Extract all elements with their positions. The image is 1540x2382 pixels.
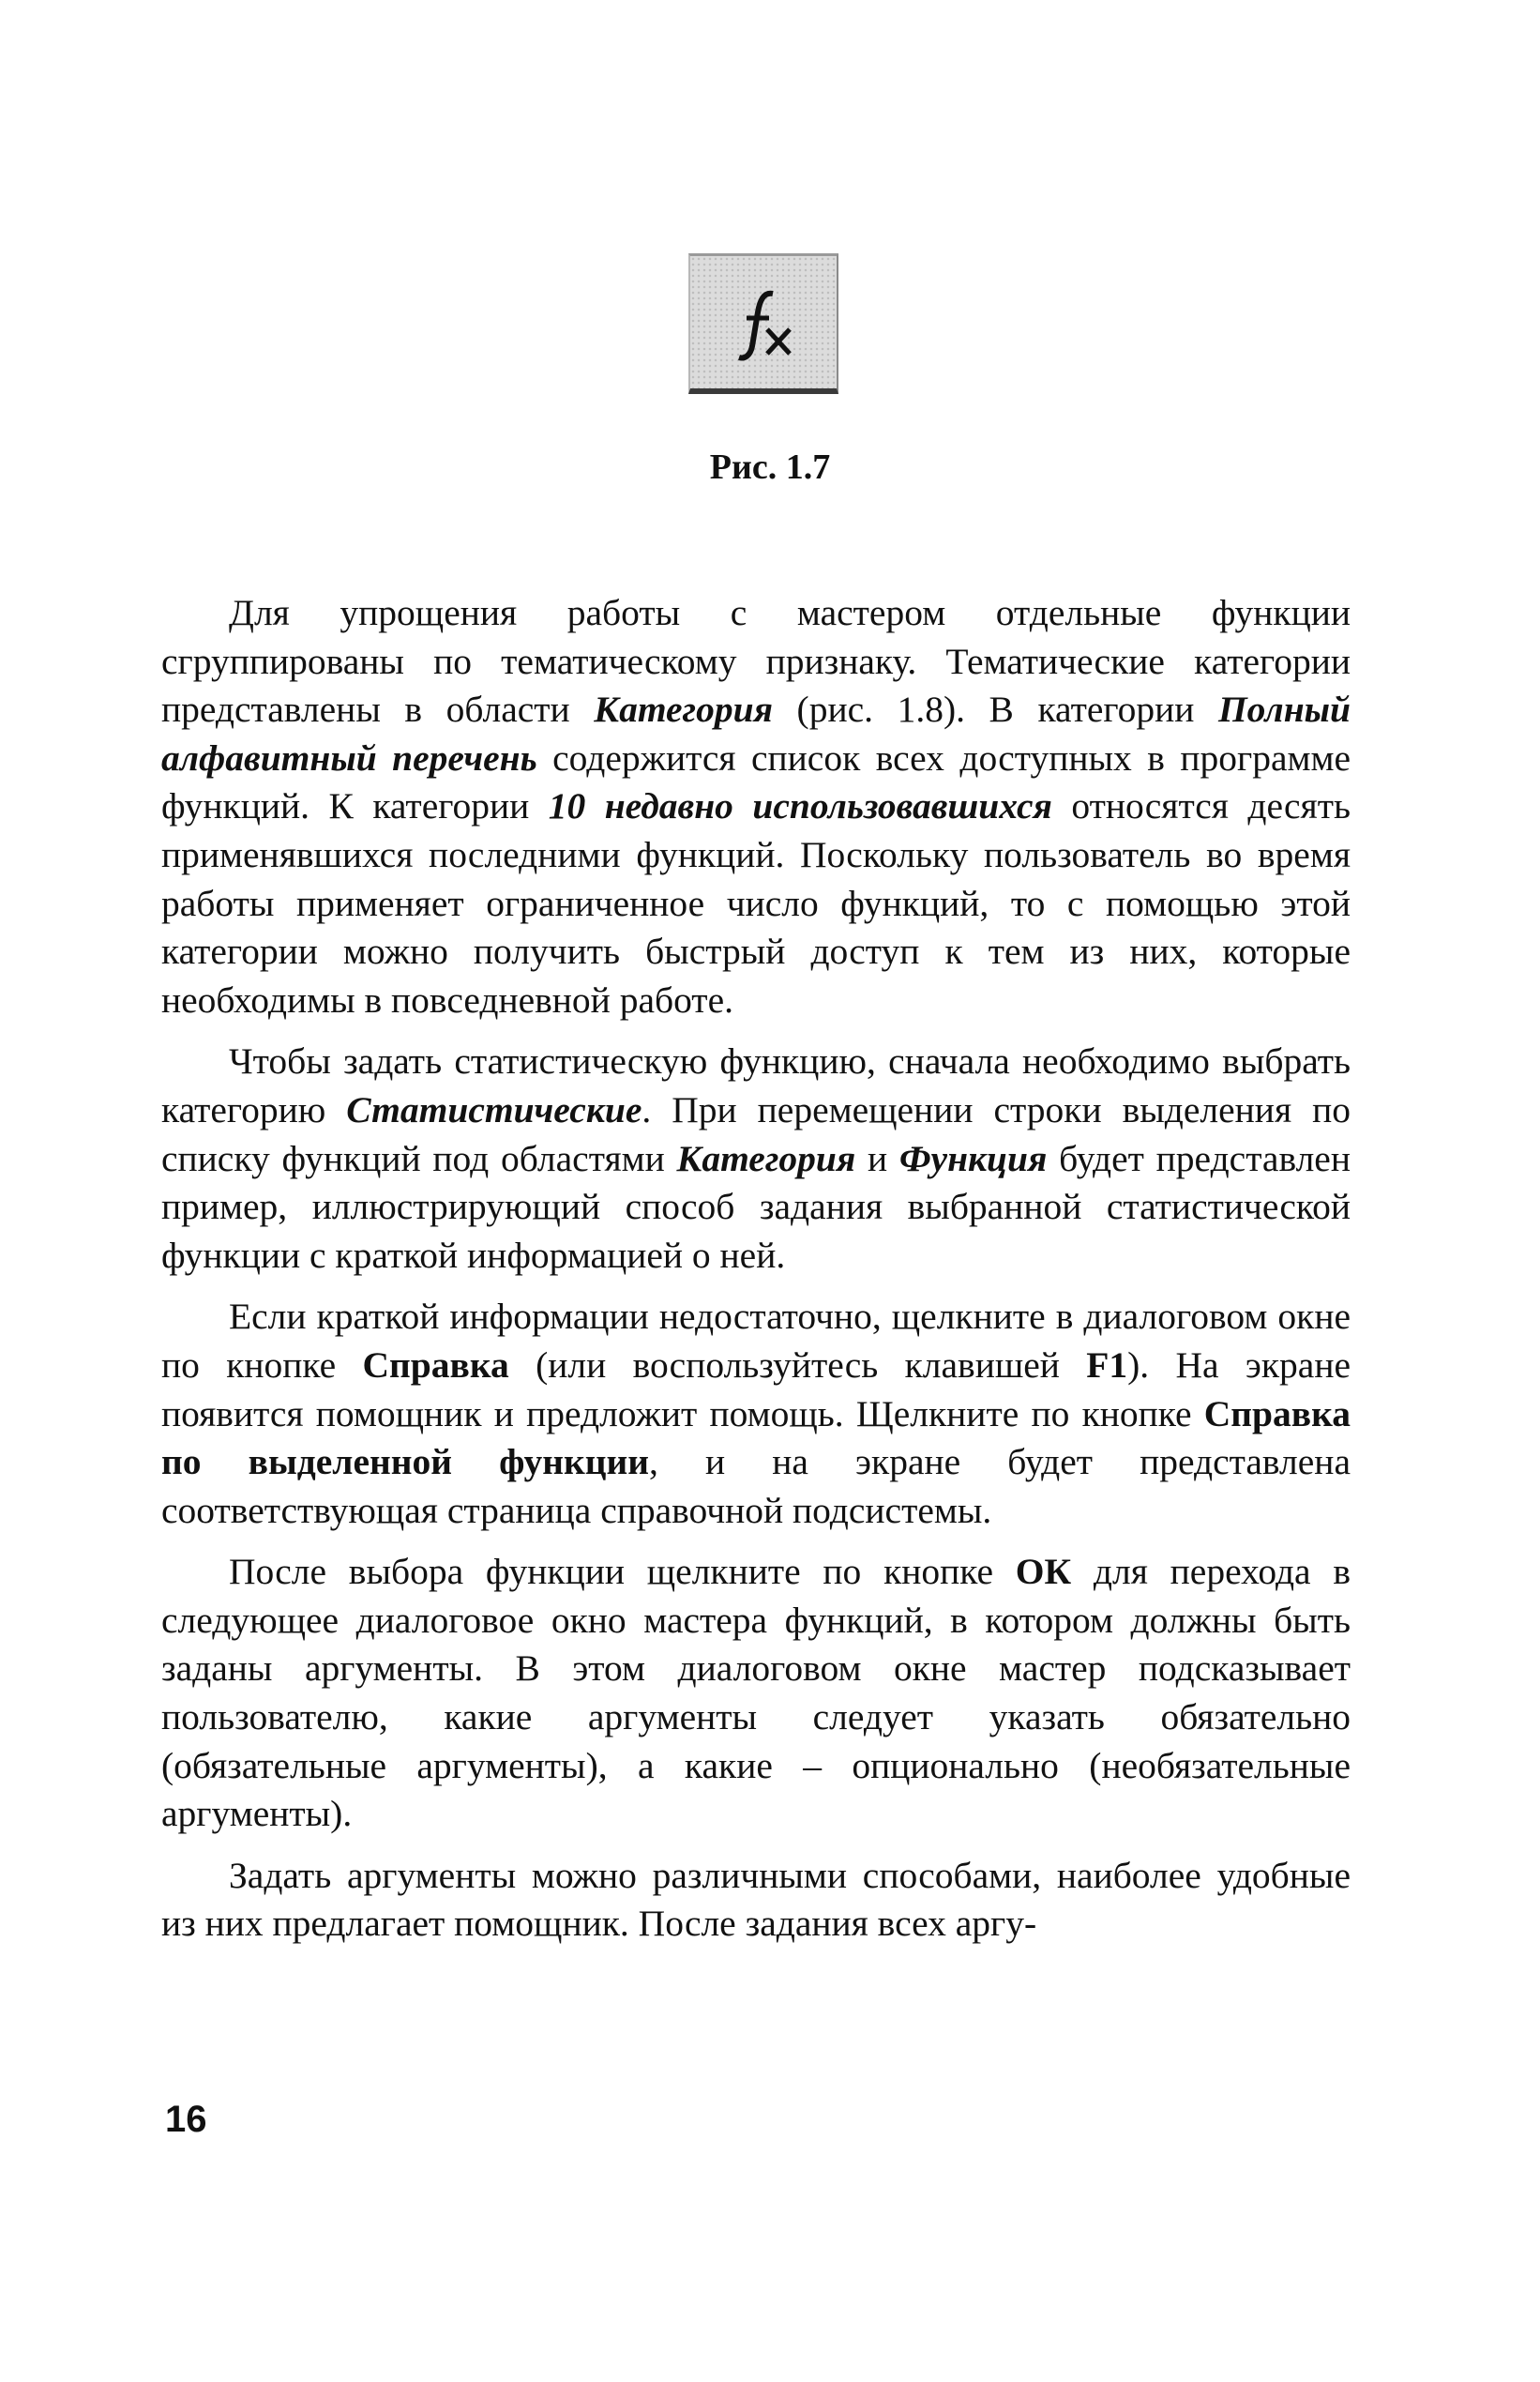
page-number: 16	[165, 2099, 207, 2140]
paragraph	[161, 589, 1351, 1024]
text-run: будет представлен пример, иллюстрирующий способ задания выбранной статистической функции с краткой информацией о ней.	[161, 1137, 1351, 1276]
fx-icon	[735, 288, 795, 363]
emphasized-term: F1	[1086, 1343, 1128, 1386]
text-run: После выбора функции щелкните по кнопке	[229, 1551, 1016, 1593]
body-text	[161, 589, 1351, 1962]
emphasized-term: ОК	[1015, 1551, 1072, 1593]
text-run: Задать аргументы можно различными способами, наиболее удобные из них предлагает помощник. После задания всех аргу-	[161, 1854, 1351, 1945]
text-run: содержится список всех доступных в программе функций. К категории	[161, 736, 1351, 827]
text-run: для перехода в следующее диалоговое окно мастера функций, в котором должны быть заданы аргументы. В этом диалоговом окне мастер подсказывает пользователю, какие аргументы следует указать обязательно (обязательные аргументы), а какие – опционально (необязательные аргументы).	[161, 1551, 1351, 1835]
emphasized-term: Категория	[594, 689, 773, 731]
figure-caption: Рис. 1.7	[709, 448, 831, 487]
text-run: . При перемещении строки выделения по списку функций под областями	[161, 1088, 1351, 1179]
emphasized-term: Полный алфавитный перечень	[161, 689, 1351, 779]
emphasized-term: Категория	[676, 1137, 856, 1179]
text-run: Для упрощения работы с мастером отдельные функции сгруппированы по тематическому признаку. Тематические категории представлены в области	[161, 592, 1351, 731]
text-run: ). На экране появится помощник и предложит помощь. Щелкните по кнопке	[161, 1343, 1351, 1434]
emphasized-term: Справка по выделенной функции	[161, 1392, 1351, 1483]
paragraph	[161, 1548, 1351, 1839]
emphasized-term: Статистические	[346, 1088, 642, 1130]
text-run: относятся десять применявшихся последними функций. Поскольку пользователь во время работы применяет ограниченное число функций, то с помощью этой категории можно получить быстрый доступ к тем из них, которые необходимы в повседневной работе.	[161, 785, 1351, 1021]
emphasized-term: Справка	[362, 1343, 509, 1386]
emphasized-term: Функция	[898, 1137, 1048, 1179]
fx-button-image	[688, 253, 838, 394]
paragraph	[161, 1038, 1351, 1280]
text-run: (рис. 1.8). В категории	[772, 689, 1218, 731]
paragraph	[161, 1293, 1351, 1535]
text-run: Чтобы задать статистическую функцию, сначала необходимо выбрать категорию	[161, 1040, 1351, 1130]
paragraph	[161, 1852, 1351, 1949]
emphasized-term: 10 недавно использовавшихся	[548, 785, 1052, 827]
text-run: (или воспользуйтесь клавишей	[508, 1343, 1087, 1386]
text-run: Если краткой информации недостаточно, щелкните в диалоговом окне по кнопке	[161, 1296, 1351, 1386]
text-run: и	[855, 1137, 899, 1179]
text-run: , и на экране будет представлена соответствующая страница справочной подсистемы.	[161, 1441, 1351, 1531]
